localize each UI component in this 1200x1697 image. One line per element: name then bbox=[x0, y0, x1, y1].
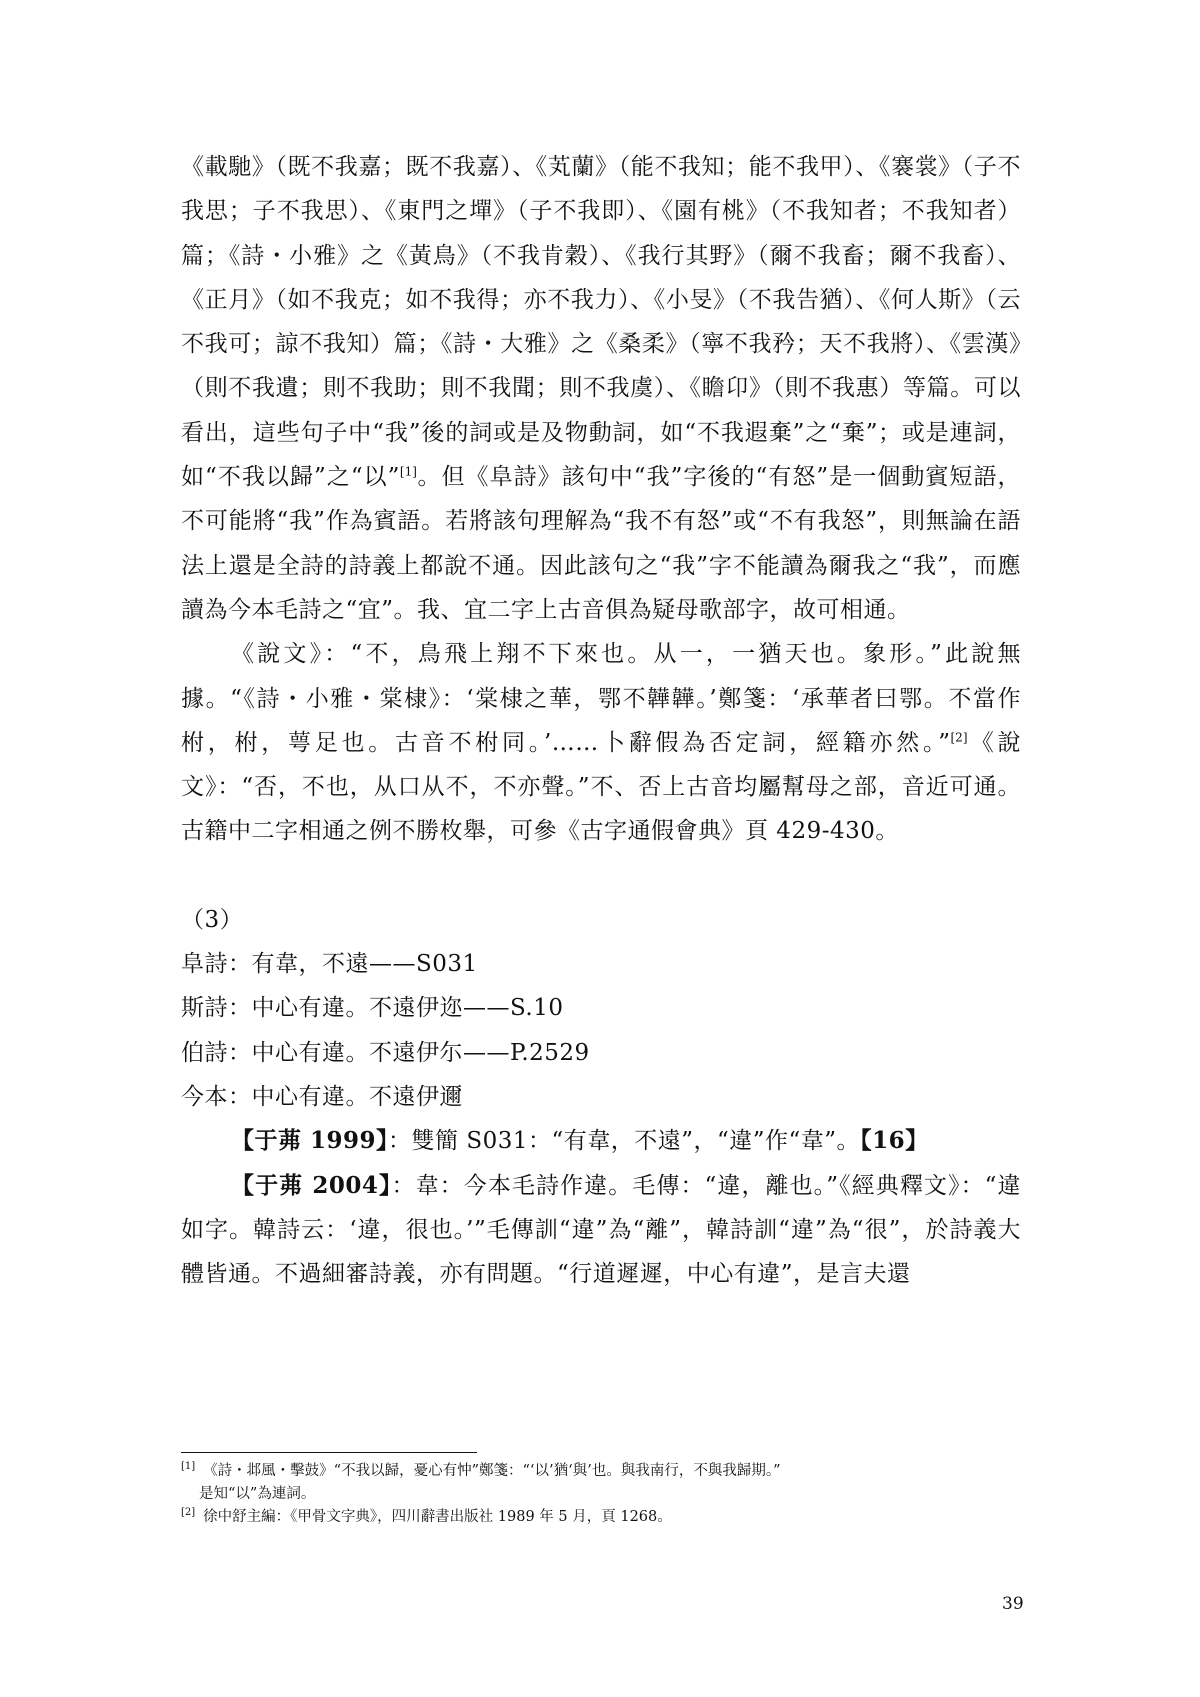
variant-si-shi bbox=[181, 986, 1021, 1030]
variant-text: 有韋，不遠——S031 bbox=[251, 951, 478, 978]
variant-fu-shi bbox=[181, 942, 1021, 986]
variant-label: 阜詩： bbox=[181, 951, 252, 978]
variant-text: 中心有違。不遠伊尓——P.2529 bbox=[251, 1039, 590, 1066]
footnote-1-mark: [1] bbox=[181, 1461, 196, 1473]
footnote-2-text: 徐中舒主編：《甲骨文字典》，四川辭書出版社 1989 年 5 月，頁 1268。 bbox=[203, 1509, 672, 1525]
variant-label: 斯詩： bbox=[181, 995, 252, 1022]
section-gap bbox=[181, 854, 1021, 898]
footnote-ref-1[interactable]: [1] bbox=[399, 464, 417, 479]
variant-label: 伯詩： bbox=[181, 1039, 252, 1066]
paragraph-1 bbox=[181, 145, 1021, 632]
footnote-1 bbox=[181, 1460, 1021, 1483]
variant-text: 中心有違。不遠伊邇 bbox=[251, 1083, 463, 1110]
variant-jin-ben bbox=[181, 1075, 1021, 1119]
paragraph-1-text-continued: 。但《阜詩》該句中“我”字後的“有怒”是一個動賓短語，不可能將“我”作為賓語。若將該句理解為“我不有怒”或“不有我怒”，則無論在語法上還是全詩的詩義上都說不通。因此該句之“我”字不能讀為爾我之“我”，而應讀為今本毛詩之“宜”。我、宜二字上古音俱為疑母歌部字，故可相通。 bbox=[181, 464, 1021, 623]
variant-text: 中心有違。不遠伊迩——S.10 bbox=[251, 995, 564, 1022]
citation-1999: 【于茀 1999】 bbox=[231, 1127, 389, 1155]
section-number: （3） bbox=[181, 906, 244, 933]
commentary-2004-text: ：韋：今本毛詩作違。毛傳：“違，離也。”《經典釋文》：“違如字。韓詩云：‘違，很也。’”毛傳訓“違”為“離”，韓詩訓“違”為“很”，於詩義大體皆通。不過細審詩義，亦有問題。“行道遲遲，中心有違”，是言夫還 bbox=[181, 1172, 1021, 1288]
footnotes bbox=[181, 1460, 1021, 1529]
commentary-1999-text: ：雙簡 S031：“有韋，不遠”，“違”作“韋”。 bbox=[388, 1128, 861, 1155]
paragraph-2-text: 《說文》：“不，鳥飛上翔不下來也。从一，一猶天也。象形。”此說無據。“《詩・小雅・棠棣》：‘棠棣之華，鄂不韡韡。’鄭箋：‘承華者曰鄂。不當作柎，柎，萼足也。古音不柎同。’……卜辭假為否定詞，經籍亦然。” bbox=[181, 641, 1021, 756]
paragraph-2-text-continued: 《說文》：“否，不也，从口从不，不亦聲。”不、否上古音均屬幫母之部，音近可通。古籍中二字相通之例不勝枚舉，可參《古字通假會典》頁 429-430。 bbox=[181, 729, 1021, 845]
footnote-divider bbox=[181, 1452, 477, 1453]
citation-2004: 【于茀 2004】 bbox=[231, 1171, 392, 1199]
variant-label: 今本： bbox=[181, 1083, 252, 1110]
paragraph-1-text: 《載馳》（既不我嘉；既不我嘉）、《芄蘭》（能不我知；能不我甲）、《褰裳》（子不我思；子不我思）、《東門之墠》（子不我即）、《園有桃》（不我知者；不我知者）篇；《詩・小雅》之《黃鳥》（不我肯穀）、《我行其野》（爾不我畜；爾不我畜）、《正月》（如不我克；如不我得；亦不我力）、《小旻》（不我告猶）、《何人斯》（云不我可；諒不我知）篇；《詩・大雅》之《桑柔》（寧不我矜；天不我將）、《雲漢》（則不我遺；則不我助；則不我聞；則不我虞）、《瞻卬》（則不我惠）等篇。可以看出，這些句子中“我”後的詞或是及物動詞，如“不我遐棄”之“棄”；或是連詞，如“不我以歸”之“以” bbox=[181, 154, 1021, 491]
footnote-ref-2[interactable]: [2] bbox=[950, 730, 968, 745]
page-number: 39 bbox=[1002, 1594, 1024, 1614]
footnote-2-mark: [2] bbox=[181, 1507, 196, 1519]
footnote-1-text: 《詩・邶風・擊鼓》“不我以歸，憂心有忡”鄭箋：“‘以’猶‘與’也。與我南行，不與我歸期。” bbox=[203, 1463, 781, 1479]
commentary-1999 bbox=[181, 1119, 1021, 1163]
commentary-2004 bbox=[181, 1164, 1021, 1297]
variant-bo-shi bbox=[181, 1031, 1021, 1075]
footnote-2 bbox=[181, 1506, 1021, 1529]
paragraph-2 bbox=[181, 632, 1021, 853]
reference-marker: 【16】 bbox=[860, 1127, 929, 1155]
main-text bbox=[181, 145, 1021, 1296]
footnote-1-continuation: 是知“以”為連詞。 bbox=[199, 1486, 316, 1502]
